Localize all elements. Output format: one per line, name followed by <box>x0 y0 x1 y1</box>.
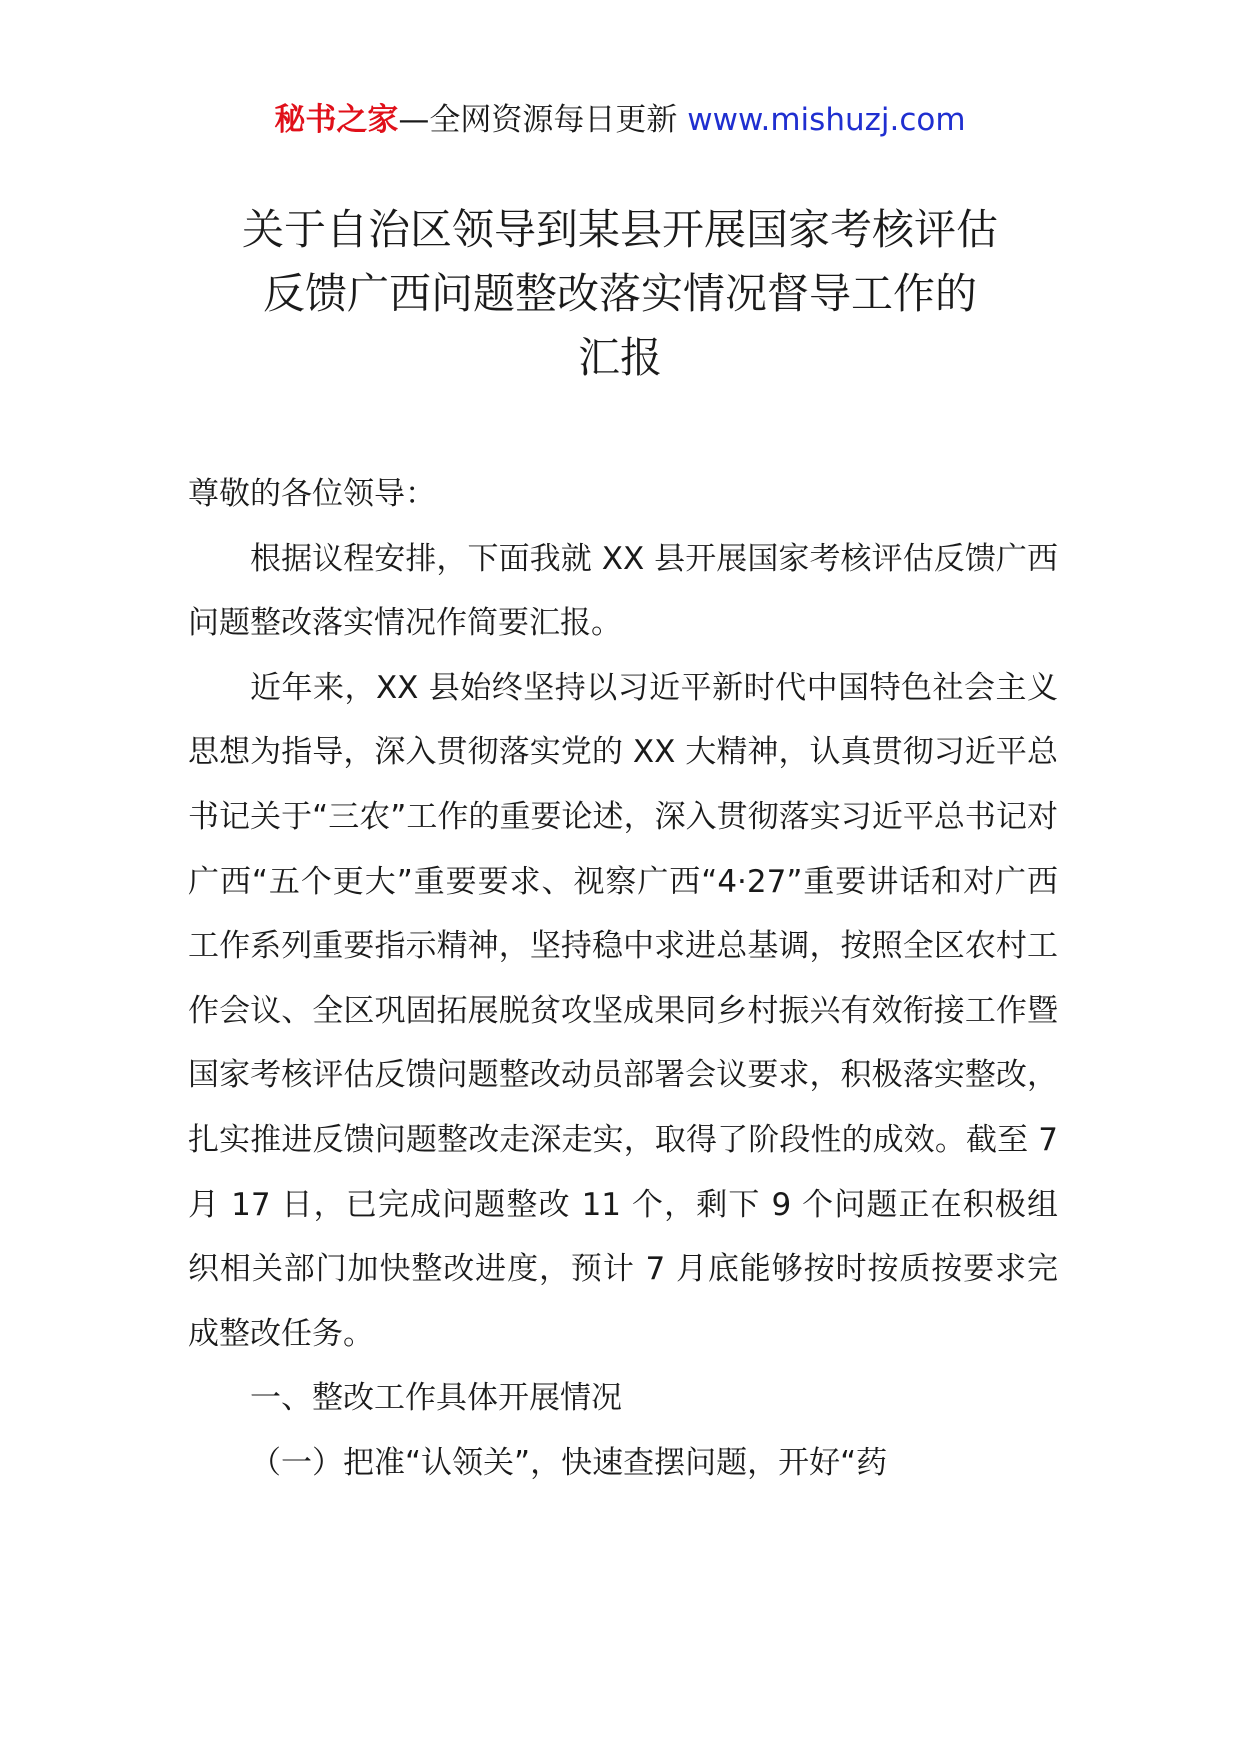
paragraph-intro: 根据议程安排，下面我就 XX 县开展国家考核评估反馈广西问题整改落实情况作简要汇报。 <box>188 540 1058 642</box>
title-line-2: 反馈广西问题整改落实情况督导工作的 <box>262 269 977 318</box>
subsection-heading-1: （一）把准“认领关”，快速查摆问题，开好“药 <box>250 1444 888 1481</box>
salutation: 尊敬的各位领导： <box>188 476 436 512</box>
title-line-1: 关于自治区领导到某县开展国家考核评估 <box>241 205 998 254</box>
site-url-link[interactable]: www.mishuzj.com <box>687 102 966 138</box>
section-heading-1: 一、整改工作具体开展情况 <box>250 1380 622 1417</box>
paragraph-overview: 近年来，XX 县始终坚持以习近平新时代中国特色社会主义思想为指导，深入贯彻落实党的 XX 大精神，认真贯彻习近平总书记关于“三农”工作的重要论述，深入贯彻落实习近平总书记对广西“五个更大”重要要求、视察广西“4·27”重要讲话和对广西工作系列重要指示精神，坚持稳中求进总基调，按照全区农村工作会议、全区巩固拓展脱贫攻坚成果同乡村振兴有效衔接工作暨国家考核评估反馈问题整改动员部署会议要求，积极落实整改，扎实推进反馈问题整改走深走实，取得了阶段性的成效。截至 7 月 17 日，已完成问题整改 11 个，剩下 9 个问题正在积极组织相关部门加快整改进度，预计 7 月底能够按时按质按要求完成整改任务。 <box>188 669 1058 1352</box>
title-line-3: 汇报 <box>577 333 662 382</box>
site-header <box>0 100 1240 140</box>
document-body <box>188 462 1058 1496</box>
site-tagline: —全网资源每日更新 <box>398 102 688 138</box>
brand-name: 秘书之家 <box>274 102 399 138</box>
document-title <box>150 198 1090 390</box>
